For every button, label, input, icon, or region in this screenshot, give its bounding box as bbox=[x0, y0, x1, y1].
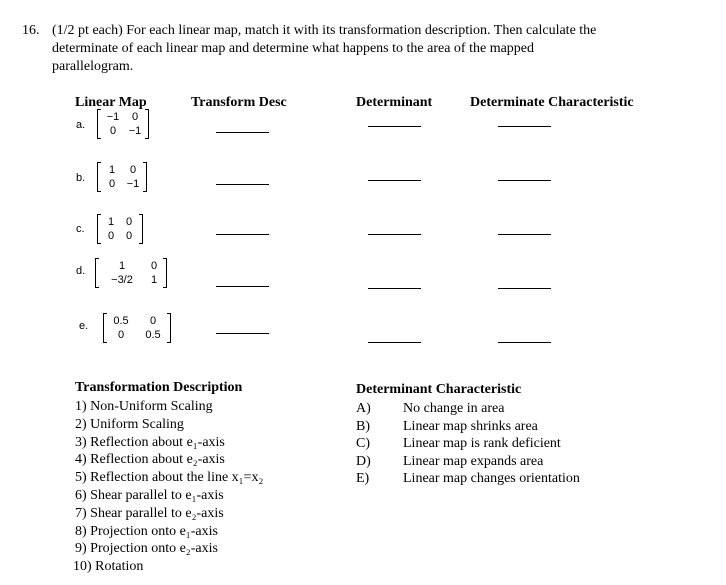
matrix-b-m12: 0 bbox=[129, 164, 137, 176]
header-determinant: Determinant bbox=[356, 95, 433, 110]
matrix-a bbox=[97, 109, 149, 139]
map-label-e: e. bbox=[79, 320, 89, 332]
characteristic-item-d bbox=[356, 453, 580, 471]
transform-item-4: 4) Reflection about e₂-axis bbox=[75, 452, 225, 468]
determinant-characteristic-title: Determinant Characteristic bbox=[356, 382, 522, 397]
matrix-e-m22: 0.5 bbox=[145, 329, 161, 341]
matrix-e-m21: 0 bbox=[117, 329, 125, 341]
transformation-description-list bbox=[75, 398, 263, 576]
characteristic-text-c: Linear map is rank deficient bbox=[403, 436, 561, 451]
question-line-3: parallelogram. bbox=[52, 59, 134, 74]
map-label-d: d. bbox=[76, 265, 86, 277]
blank-transform-a[interactable] bbox=[216, 132, 269, 133]
matrix-d-m21: −3/2 bbox=[111, 274, 133, 286]
characteristic-letter-b: B) bbox=[356, 418, 370, 434]
transform-item-6: 6) Shear parallel to e₁-axis bbox=[75, 487, 224, 503]
matrix-a-m11: −1 bbox=[106, 111, 120, 123]
characteristic-text-b: Linear map shrinks area bbox=[403, 418, 538, 434]
question-line-1: (1/2 pt each) For each linear map, match it with its transformation description. Then calculate the bbox=[52, 23, 597, 38]
blank-transform-c[interactable] bbox=[216, 234, 269, 235]
characteristic-item-b bbox=[356, 418, 580, 436]
map-label-c: c. bbox=[76, 223, 85, 235]
matrix-b bbox=[97, 162, 147, 192]
blank-characteristic-b[interactable] bbox=[498, 180, 551, 181]
blank-transform-e[interactable] bbox=[216, 333, 269, 334]
transform-item-2: 2) Uniform Scaling bbox=[75, 416, 184, 432]
transform-item-8: 8) Projection onto e₁-axis bbox=[75, 523, 218, 539]
question-number: 16. bbox=[22, 23, 40, 38]
matrix-e bbox=[103, 313, 171, 343]
matrix-a-m12: 0 bbox=[131, 111, 139, 123]
header-transform-desc: Transform Desc bbox=[191, 95, 287, 110]
matrix-b-m22: −1 bbox=[126, 178, 140, 190]
transform-item-9: 9) Projection onto e₂-axis bbox=[75, 541, 218, 557]
header-determinate-characteristic: Determinate Characteristic bbox=[470, 95, 634, 110]
matrix-b-m21: 0 bbox=[108, 178, 116, 190]
matrix-d-m12: 0 bbox=[150, 260, 158, 272]
matrix-c bbox=[97, 214, 143, 244]
blank-characteristic-e[interactable] bbox=[498, 342, 551, 343]
question-text bbox=[22, 22, 672, 76]
characteristic-letter-d: D) bbox=[356, 453, 371, 469]
blank-transform-b[interactable] bbox=[216, 184, 269, 185]
blank-characteristic-c[interactable] bbox=[498, 234, 551, 235]
matrix-b-m11: 1 bbox=[108, 164, 116, 176]
characteristic-item-a bbox=[356, 400, 580, 418]
transform-item-7: 7) Shear parallel to e₂-axis bbox=[75, 505, 224, 521]
determinant-characteristic-list bbox=[356, 400, 580, 488]
blank-characteristic-d[interactable] bbox=[498, 288, 551, 289]
blank-transform-d[interactable] bbox=[216, 286, 269, 287]
characteristic-text-a: No change in area bbox=[403, 401, 505, 416]
transformation-description-title: Transformation Description bbox=[75, 380, 243, 395]
blank-determinant-e[interactable] bbox=[368, 342, 421, 343]
matrix-d-m11: 1 bbox=[118, 260, 126, 272]
blank-determinant-d[interactable] bbox=[368, 288, 421, 289]
characteristic-item-e bbox=[356, 470, 580, 488]
matrix-c-m12: 0 bbox=[125, 216, 133, 228]
transform-item-10: 10) Rotation bbox=[73, 559, 144, 575]
characteristic-letter-c: C) bbox=[356, 436, 370, 451]
map-label-a: a. bbox=[76, 119, 86, 131]
question-line-2: determinate of each linear map and determine what happens to the area of the mapped bbox=[52, 41, 535, 56]
matrix-d bbox=[95, 258, 167, 288]
transform-item-3: 3) Reflection about e₁-axis bbox=[75, 434, 225, 450]
map-label-b: b. bbox=[76, 172, 86, 184]
blank-characteristic-a[interactable] bbox=[498, 126, 551, 127]
characteristic-letter-e: E) bbox=[356, 471, 370, 486]
matrix-c-m21: 0 bbox=[107, 230, 115, 242]
blank-determinant-c[interactable] bbox=[368, 234, 421, 235]
matrix-c-m22: 0 bbox=[125, 230, 133, 242]
matrix-a-m21: 0 bbox=[109, 125, 117, 137]
characteristic-letter-a: A) bbox=[356, 401, 371, 416]
matrix-e-m12: 0 bbox=[149, 315, 157, 327]
characteristic-text-e: Linear map changes orientation bbox=[403, 471, 580, 486]
matrix-e-m11: 0.5 bbox=[113, 315, 129, 327]
matrix-c-m11: 1 bbox=[107, 216, 115, 228]
blank-determinant-b[interactable] bbox=[368, 180, 421, 181]
transform-item-5: 5) Reflection about the line x₁=x₂ bbox=[75, 470, 264, 486]
characteristic-item-c bbox=[356, 435, 580, 453]
matrix-d-m22: 1 bbox=[150, 274, 158, 286]
blank-determinant-a[interactable] bbox=[368, 126, 421, 127]
characteristic-text-d: Linear map expands area bbox=[403, 453, 544, 469]
header-linear-map: Linear Map bbox=[75, 95, 147, 110]
matrix-a-m22: −1 bbox=[128, 125, 142, 137]
transform-item-1: 1) Non-Uniform Scaling bbox=[75, 399, 213, 414]
